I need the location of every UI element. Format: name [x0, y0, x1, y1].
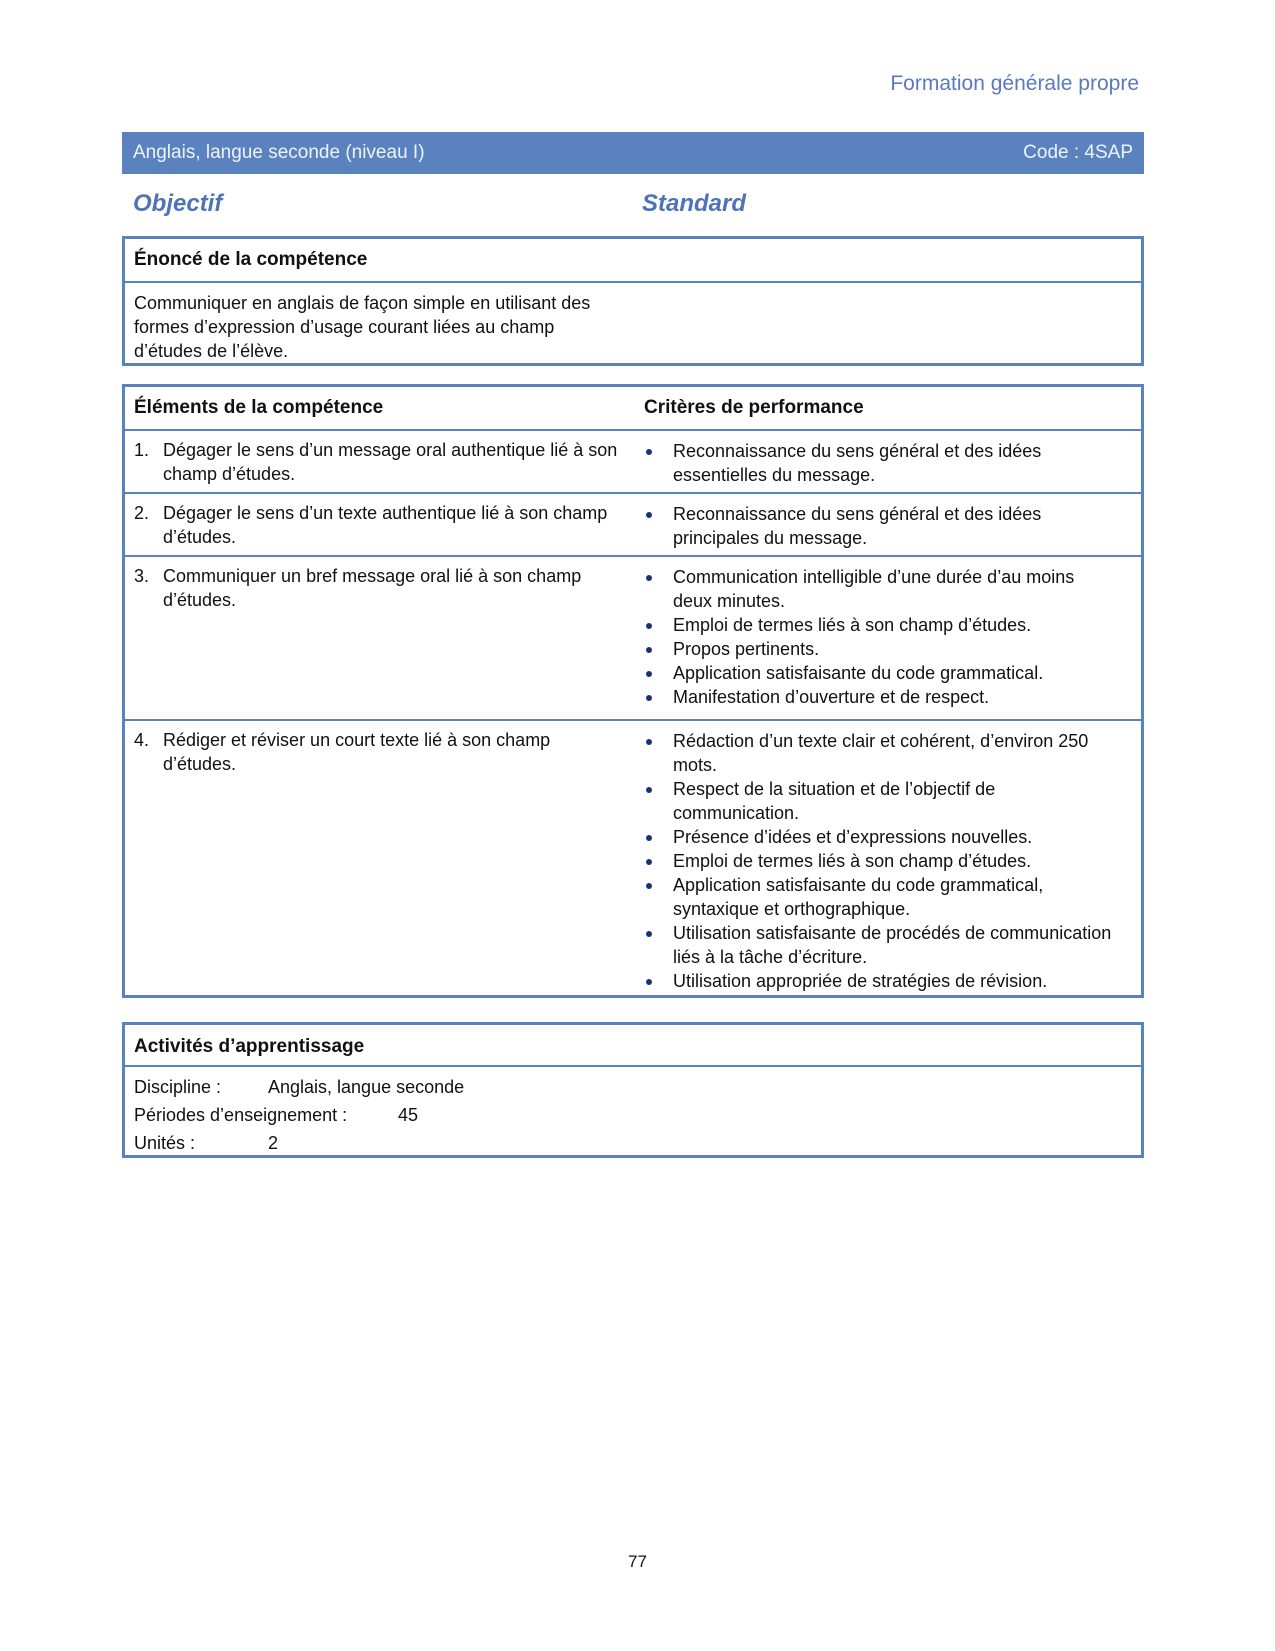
element-text: Communiquer un bref message oral lié à son champ d’études.	[163, 566, 582, 610]
elements-header	[125, 387, 1141, 431]
element-number: 1.	[134, 440, 150, 460]
bullet-icon	[646, 449, 652, 455]
statement-text: Communiquer en anglais de façon simple en utilisant des formes d’expression d’usage courant liées au champ d’études de l’élève.	[134, 293, 591, 361]
units-line	[125, 1129, 1141, 1157]
criterion-item: Reconnaissance du sens général et des idées principales du message.	[644, 502, 1114, 550]
criterion-item: Emploi de termes liés à son champ d’études.	[644, 613, 1114, 637]
element-number: 3.	[134, 566, 150, 586]
criterion-item: Manifestation d’ouverture et de respect.	[644, 685, 1114, 709]
periods-value: 45	[398, 1105, 419, 1125]
elements-header-left: Éléments de la compétence	[134, 397, 384, 418]
units-label: Unités :	[134, 1133, 196, 1153]
criterion-item: Rédaction d’un texte clair et cohérent, d’environ 250 mots.	[644, 729, 1114, 777]
bullet-icon	[646, 575, 652, 581]
criteria-cell	[644, 502, 1114, 550]
page-number: 77	[628, 1552, 647, 1571]
element-text: Dégager le sens d’un texte authentique lié à son champ d’études.	[163, 503, 608, 547]
discipline-label: Discipline :	[134, 1077, 222, 1097]
element-text-cell	[125, 564, 624, 713]
criteria-list	[644, 729, 1114, 993]
bullet-icon	[646, 859, 652, 865]
criteria-cell	[644, 439, 1114, 487]
criterion-item: Reconnaissance du sens général et des idées essentielles du message.	[644, 439, 1114, 487]
criterion-item: Application satisfaisante du code grammatical.	[644, 661, 1114, 685]
element-row	[125, 557, 1141, 721]
criterion-item: Utilisation satisfaisante de procédés de communication liés à la tâche d’écriture.	[644, 921, 1114, 969]
element-text: Rédiger et réviser un court texte lié à son champ d’études.	[163, 730, 551, 774]
criteria-list	[644, 565, 1114, 709]
bullet-icon	[646, 979, 652, 985]
competency-elements-box	[122, 384, 1144, 998]
course-title-bar	[122, 132, 1144, 174]
element-text-cell	[125, 501, 624, 549]
course-code: Code : 4SAP	[1023, 142, 1133, 163]
element-text-cell	[125, 728, 624, 1005]
element-row	[125, 431, 1141, 494]
bullet-icon	[646, 931, 652, 937]
discipline-value: Anglais, langue seconde	[268, 1077, 465, 1097]
element-text: Dégager le sens d’un message oral authentique lié à son champ d’études.	[163, 440, 618, 484]
bullet-icon	[646, 647, 652, 653]
criterion-item: Présence d’idées et d’expressions nouvelles.	[644, 825, 1114, 849]
criteria-list	[644, 439, 1114, 487]
discipline-line	[125, 1073, 1141, 1101]
criteria-cell	[644, 729, 1114, 993]
criterion-item: Application satisfaisante du code grammatical, syntaxique et orthographique.	[644, 873, 1114, 921]
criterion-item: Utilisation appropriée de stratégies de révision.	[644, 969, 1114, 993]
standard-heading: Standard	[642, 190, 747, 217]
objective-standard-headings	[133, 190, 1133, 220]
element-row	[125, 721, 1141, 1011]
statement-header	[125, 239, 1141, 283]
criterion-item: Propos pertinents.	[644, 637, 1114, 661]
bullet-icon	[646, 623, 652, 629]
objective-heading: Objectif	[133, 190, 223, 217]
bullet-icon	[646, 787, 652, 793]
elements-header-right: Critères de performance	[644, 397, 864, 418]
element-text-cell	[125, 438, 624, 486]
bullet-icon	[646, 835, 652, 841]
periods-label: Périodes d’enseignement :	[134, 1105, 348, 1125]
bullet-icon	[646, 739, 652, 745]
course-title: Anglais, langue seconde (niveau I)	[133, 142, 425, 163]
criterion-item: Communication intelligible d’une durée d’au moins deux minutes.	[644, 565, 1114, 613]
periods-line	[125, 1101, 1141, 1129]
bullet-icon	[646, 671, 652, 677]
units-value: 2	[268, 1133, 279, 1153]
bullet-icon	[646, 883, 652, 889]
section-label: Formation générale propre	[890, 72, 1139, 95]
learning-activities-box	[122, 1022, 1144, 1158]
statement-header-label: Énoncé de la compétence	[134, 249, 368, 270]
bullet-icon	[646, 512, 652, 518]
competency-statement-box	[122, 236, 1144, 366]
element-number: 4.	[134, 730, 150, 750]
criterion-item: Respect de la situation et de l’objectif de communication.	[644, 777, 1114, 825]
criteria-cell	[644, 565, 1114, 709]
criterion-item: Emploi de termes liés à son champ d’études.	[644, 849, 1114, 873]
element-number: 2.	[134, 503, 150, 523]
activities-title: Activités d’apprentissage	[125, 1025, 1141, 1067]
criteria-list	[644, 502, 1114, 550]
bullet-icon	[646, 695, 652, 701]
element-row	[125, 494, 1141, 557]
